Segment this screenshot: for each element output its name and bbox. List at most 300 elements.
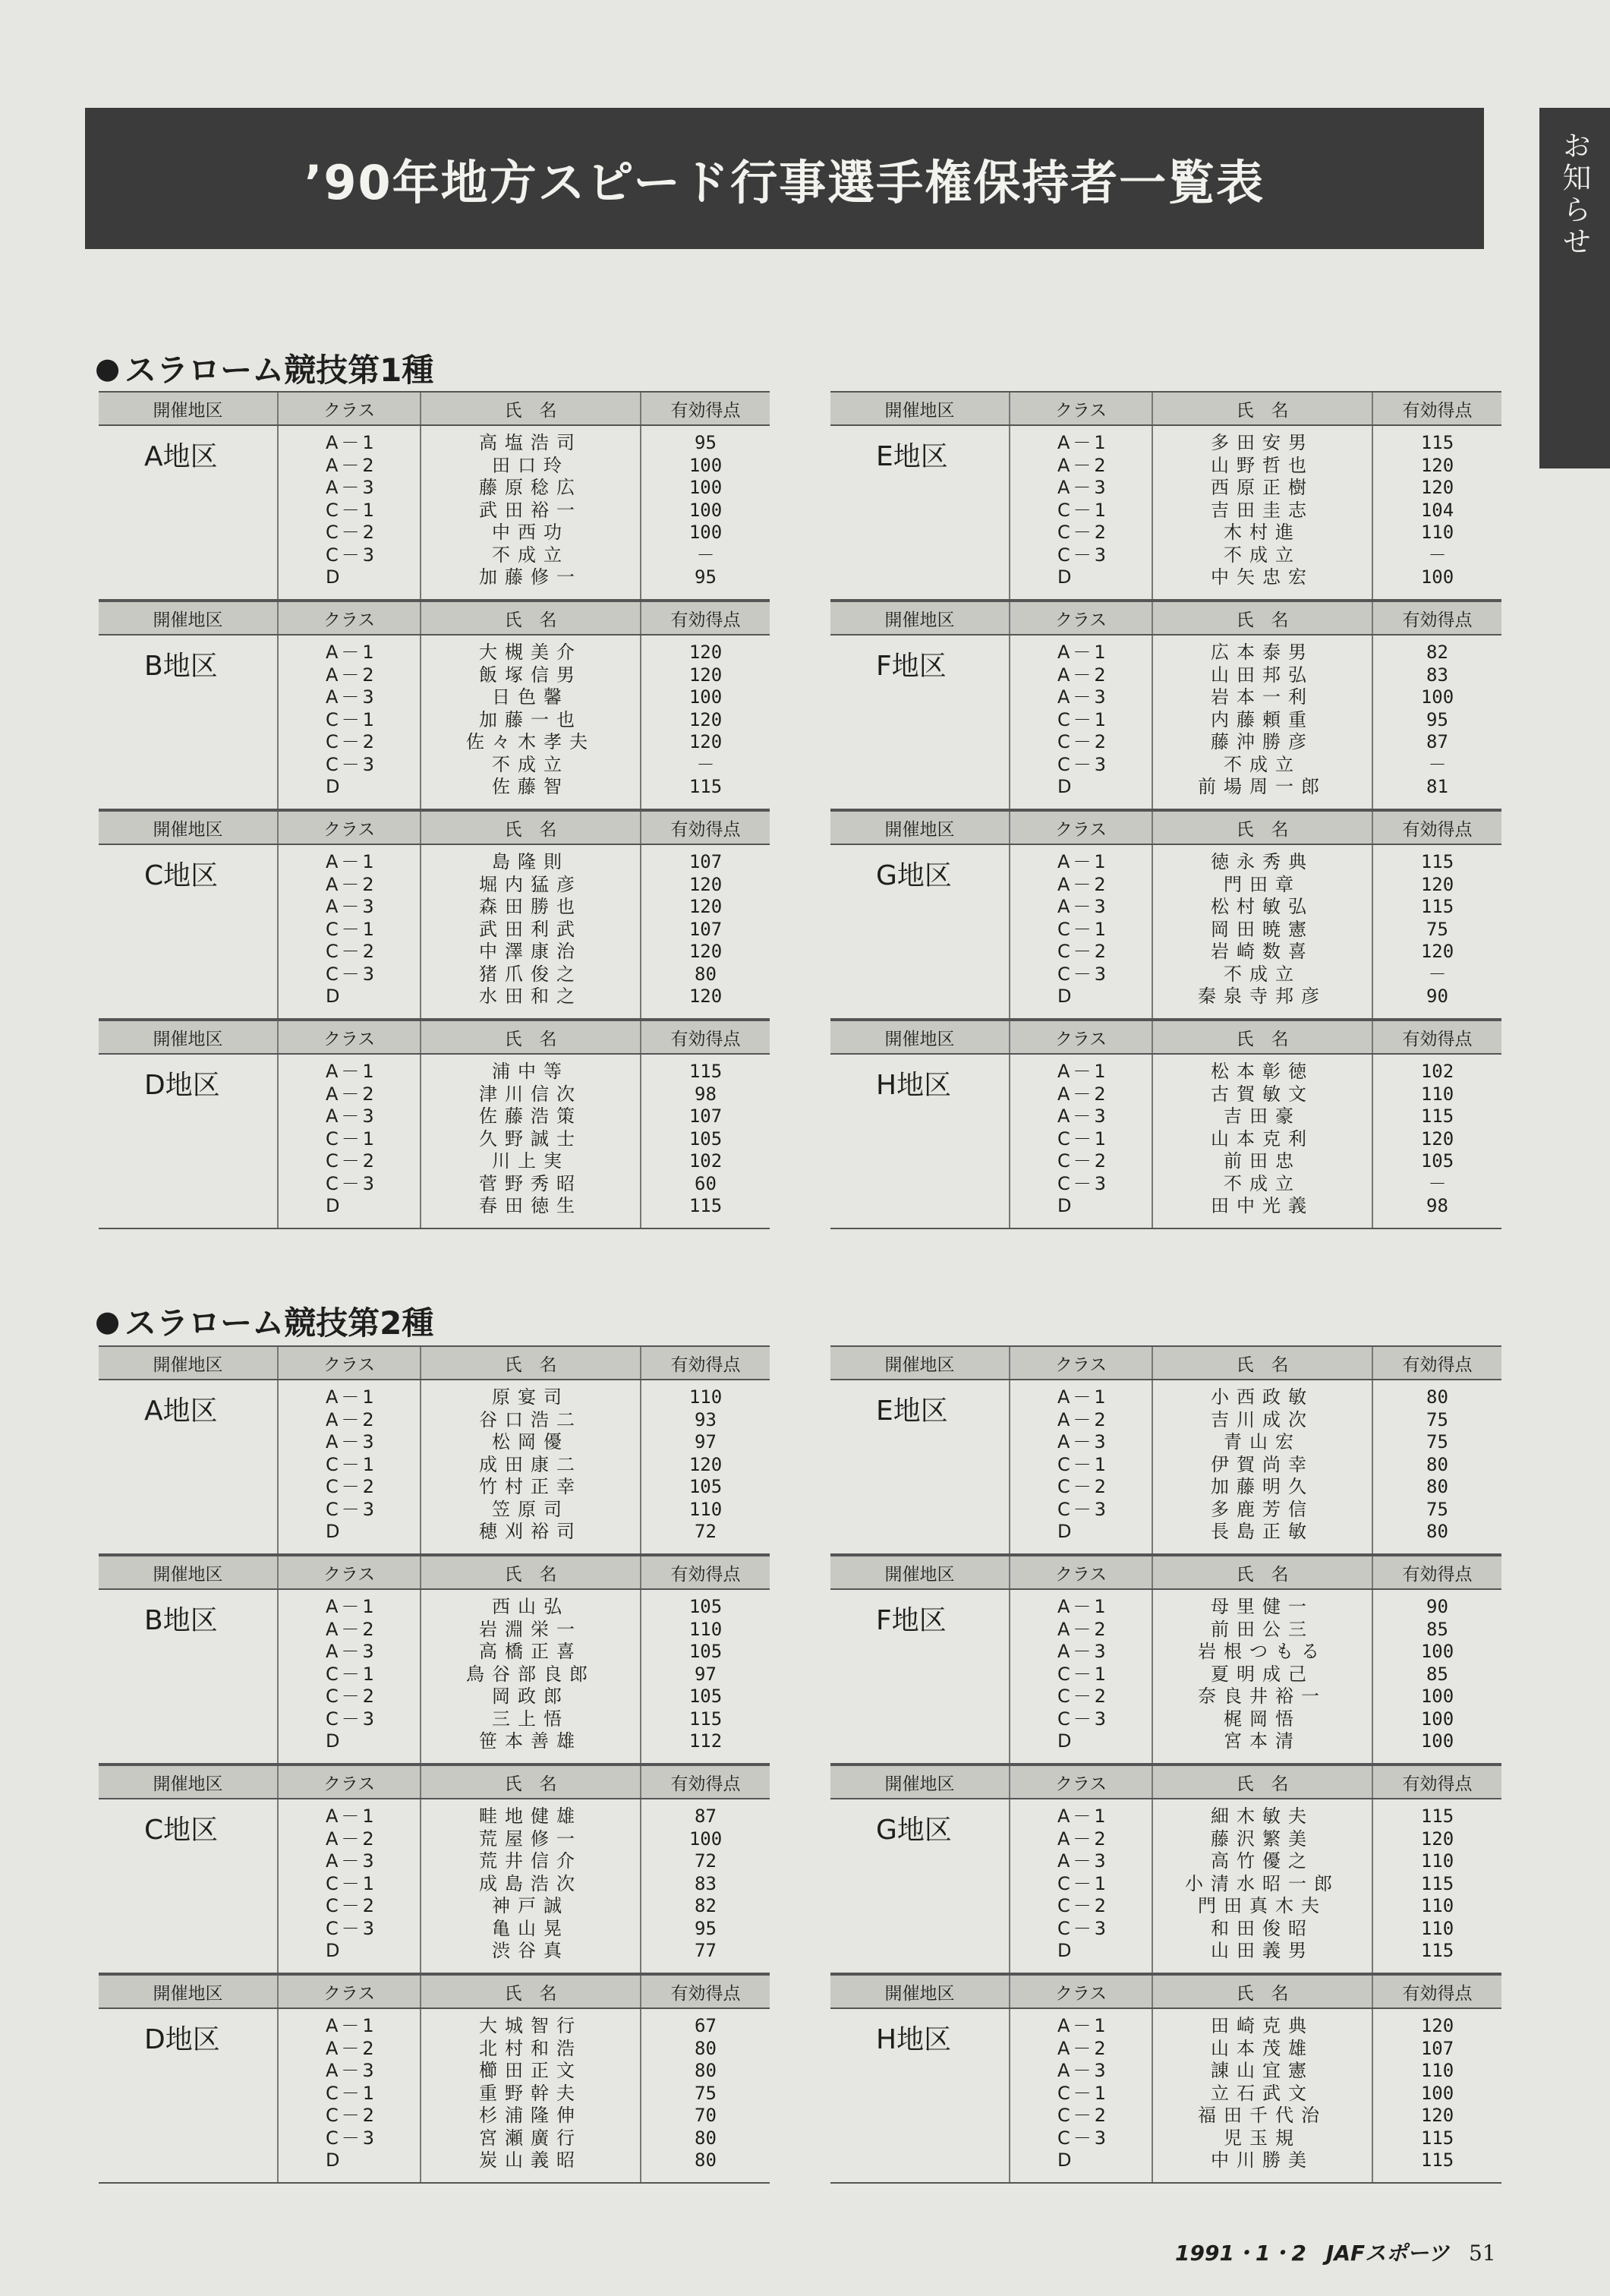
name-column [421,1055,641,1228]
table-header [99,810,770,845]
header-points: 有効得点 [1402,400,1473,421]
points-cell: 80 [695,963,717,985]
name-cell: 吉田圭志 [1211,499,1314,521]
region-name: H地区 [830,1055,1010,1228]
class-cell: C－2 [1057,522,1110,543]
header-region: 開催地区 [99,1021,279,1053]
class-cell: D [326,1940,343,1961]
class-column [1010,426,1153,599]
points-cell: 80 [1426,1476,1448,1497]
region-block [830,1020,1501,1229]
points-column [1373,636,1501,809]
points-cell: 120 [688,664,723,686]
section-title-text: スラローム競技第2種 [124,1304,434,1342]
class-cell: C－2 [326,2105,378,2126]
points-cell: 110 [688,1618,723,1640]
points-cell: 120 [688,896,723,917]
table-header [830,601,1501,636]
points-cell: 72 [695,1850,717,1872]
table-body [99,2009,770,2182]
points-cell: 120 [688,642,723,663]
class-cell: C－1 [1057,708,1110,730]
points-cell: 120 [1420,2015,1454,2036]
region-name: E地区 [830,1380,1010,1553]
class-cell: C－3 [1057,1708,1110,1730]
points-cell: 75 [1426,1408,1448,1430]
header-name: 氏 名 [421,1556,641,1588]
class-cell: A－2 [326,1828,377,1850]
section-title-text: スラローム競技第1種 [124,352,434,389]
name-cell: 笠原司 [492,1498,569,1520]
header-class: クラス [1010,1021,1153,1053]
name-cell: 原宴司 [492,1386,569,1408]
class-column [279,845,421,1018]
points-cell: 60 [695,1172,717,1194]
points-cell: 70 [695,2105,717,2126]
name-cell: 西原正樹 [1211,477,1314,498]
name-cell: 門田真木夫 [1198,1895,1327,1916]
points-cell: 107 [688,1105,723,1127]
class-cell: D [326,2149,343,2171]
points-cell: 115 [688,1061,723,1082]
page-title: ’90年地方スピード行事選手権保持者一覧表 [304,154,1265,210]
points-cell: 98 [1426,1195,1448,1216]
table-header [99,1020,770,1055]
name-cell: 田口玲 [492,454,569,476]
name-cell: 亀山晃 [492,1917,569,1939]
class-cell: D [326,1730,343,1752]
name-cell: 荒井信介 [479,1850,582,1872]
class-cell: A－2 [1057,2037,1109,2059]
points-cell: 115 [1420,432,1454,453]
name-cell: 鳥谷部良郎 [466,1663,595,1685]
class-column [279,426,421,599]
header-name: 氏 名 [421,393,641,424]
points-cell: 105 [688,1686,723,1707]
class-cell: C－3 [1057,2127,1110,2149]
points-cell: 100 [1420,2082,1454,2104]
points-cell: 80 [695,2037,717,2059]
class-cell: C－1 [1057,1872,1110,1894]
points-column [641,2009,770,2182]
class-cell: C－1 [1057,918,1110,940]
class-cell: C－1 [1057,2082,1110,2104]
table-body [830,2009,1501,2182]
header-class: クラス [279,393,421,424]
class-cell: A－1 [326,1596,377,1617]
name-cell: 加藤明久 [1211,1476,1314,1497]
name-cell: 細木敏夫 [1211,1806,1314,1827]
name-cell: 日色馨 [492,686,569,708]
table-body [99,1380,770,1553]
name-column [421,2009,641,2182]
name-cell: 岩崎数喜 [1211,941,1314,962]
header-points: 有効得点 [1402,610,1473,630]
name-cell: 佐藤浩策 [479,1105,582,1127]
header-points: 有効得点 [1402,819,1473,840]
points-column [641,1590,770,1763]
name-cell: 木村進 [1224,522,1301,543]
region-block [830,1765,1501,1974]
points-cell: 87 [695,1806,717,1827]
points-cell: 100 [1420,1708,1454,1730]
region-block [830,391,1501,601]
class-cell: C－1 [326,499,378,521]
points-column [641,1799,770,1973]
class-column [279,1055,421,1228]
bullet-icon: ● [95,1304,121,1338]
header-class: クラス [1010,1766,1153,1798]
section-1-left-table [99,391,770,1229]
class-cell: C－3 [326,2127,378,2149]
name-cell: 不成立 [492,753,569,775]
name-column [1153,636,1373,809]
points-column [641,426,770,599]
name-cell: 荒屋修一 [479,1828,582,1850]
name-cell: 田中光義 [1211,1195,1314,1216]
header-name: 氏 名 [1153,1556,1373,1588]
points-cell: 120 [688,731,723,752]
table-body [99,1799,770,1973]
table-header [99,1974,770,2009]
class-cell: C－3 [326,544,378,566]
class-cell: C－1 [326,1453,378,1475]
points-cell: 120 [1420,477,1454,498]
points-cell: 105 [688,1596,723,1617]
points-cell: 72 [695,1521,717,1542]
name-cell: 山本克利 [1211,1128,1314,1150]
points-cell: － [1428,544,1447,566]
points-cell: 120 [1420,454,1454,476]
points-cell: 105 [688,1476,723,1497]
header-name: 氏 名 [421,1976,641,2007]
points-cell: 75 [695,2082,717,2104]
class-cell: C－3 [1057,963,1110,985]
header-name: 氏 名 [421,1021,641,1053]
region-name: F地区 [830,636,1010,809]
points-cell: 115 [688,1195,723,1216]
class-cell: A－1 [326,1386,377,1408]
points-cell: 95 [695,1917,717,1939]
table-header [830,1345,1501,1380]
name-column [1153,845,1373,1018]
points-cell: 102 [1420,1061,1454,1082]
region-block [99,1345,770,1555]
name-column [1153,1055,1373,1228]
name-cell: 前田公三 [1211,1618,1314,1640]
name-cell: 岡政郎 [492,1686,569,1707]
header-region: 開催地区 [830,812,1010,844]
points-cell: 100 [688,477,723,498]
header-points: 有効得点 [670,400,741,421]
name-cell: 竹村正幸 [479,1476,582,1497]
header-class: クラス [1010,1556,1153,1588]
class-cell: A－1 [326,642,377,663]
name-cell: 多田安男 [1211,432,1314,453]
table-body [99,636,770,809]
header-region: 開催地区 [830,393,1010,424]
name-column [1153,426,1373,599]
name-cell: 松岡優 [492,1431,569,1452]
points-cell: 110 [1420,1850,1454,1872]
header-region: 開催地区 [830,1347,1010,1379]
header-name: 氏 名 [421,812,641,844]
header-class: クラス [1010,1347,1153,1379]
region-name: F地区 [830,1590,1010,1763]
table-header [830,1765,1501,1799]
name-cell: 内藤頼重 [1211,708,1314,730]
points-cell: 120 [1420,1828,1454,1850]
points-cell: 102 [688,1150,723,1172]
points-cell: 83 [695,1872,717,1894]
points-column [1373,1799,1501,1973]
class-cell: A－3 [326,1641,377,1662]
class-cell: D [326,1195,343,1216]
name-cell: 島隆則 [492,851,569,872]
name-cell: 山野哲也 [1211,454,1314,476]
points-cell: 98 [695,1083,717,1105]
points-cell: 105 [688,1641,723,1662]
class-cell: C－2 [326,731,378,752]
name-cell: 吉田豪 [1224,1105,1301,1127]
name-cell: 渋谷真 [492,1940,569,1961]
header-name: 氏 名 [1153,812,1373,844]
name-cell: 不成立 [1224,544,1301,566]
table-header [830,810,1501,845]
name-cell: 不成立 [1224,753,1301,775]
points-cell: － [696,544,715,566]
class-cell: D [1057,986,1075,1007]
class-cell: C－3 [326,963,378,985]
name-cell: 浦中等 [492,1061,569,1082]
section-2-right-table [830,1345,1501,2184]
class-cell: A－2 [1057,454,1109,476]
page-footer [1175,2237,1496,2267]
class-cell: C－1 [1057,499,1110,521]
issue-date: 1991・1・2 [1175,2241,1306,2266]
table-body [830,1590,1501,1763]
name-cell: 猪爪俊之 [479,963,582,985]
header-class: クラス [279,1976,421,2007]
table-header [830,1020,1501,1055]
name-cell: 加藤修一 [479,566,582,588]
table-body [830,426,1501,599]
class-cell: C－3 [1057,753,1110,775]
points-cell: 80 [1426,1453,1448,1475]
class-cell: A－1 [1057,851,1109,872]
points-cell: 100 [688,1828,723,1850]
points-column [641,845,770,1018]
header-points: 有効得点 [1402,1029,1473,1049]
points-cell: 85 [1426,1618,1448,1640]
name-cell: 宮本清 [1224,1730,1301,1752]
points-cell: 115 [1420,1872,1454,1894]
side-tab [1539,108,1610,468]
points-cell: 110 [1420,1895,1454,1916]
name-cell: 諌山宜憲 [1211,2060,1314,2081]
name-column [1153,1590,1373,1763]
points-cell: 120 [1420,941,1454,962]
name-cell: 成田康二 [479,1453,582,1475]
name-cell: 秦泉寺邦彦 [1198,986,1327,1007]
name-cell: 青山宏 [1224,1431,1301,1452]
class-cell: A－3 [1057,1641,1109,1662]
points-column [641,1055,770,1228]
section-title-2 [95,1298,433,1344]
magazine-name: JAFスポーツ [1325,2241,1450,2266]
header-region: 開催地区 [99,1556,279,1588]
class-cell: A－3 [1057,896,1109,917]
name-cell: 児玉規 [1224,2127,1301,2149]
name-cell: 藤沖勝彦 [1211,731,1314,752]
class-cell: C－1 [1057,1663,1110,1685]
header-name: 氏 名 [421,1766,641,1798]
class-column [1010,1799,1153,1973]
region-name: A地区 [99,1380,279,1553]
name-cell: 谷口浩二 [479,1408,582,1430]
header-region: 開催地区 [830,1766,1010,1798]
header-class: クラス [279,1021,421,1053]
points-cell: 115 [1420,851,1454,872]
class-cell: A－3 [326,896,377,917]
side-tab-label: お知らせ [1558,131,1591,258]
table-header [830,1555,1501,1590]
class-cell: C－3 [1057,1917,1110,1939]
name-cell: 水田和之 [479,986,582,1007]
name-column [1153,1380,1373,1553]
name-column [421,1380,641,1553]
class-cell: D [326,986,343,1007]
header-points: 有効得点 [1402,1355,1473,1375]
header-name: 氏 名 [421,602,641,634]
region-name: H地区 [830,2009,1010,2182]
name-cell: 長島正敏 [1211,1521,1314,1542]
points-cell: 115 [1420,896,1454,917]
points-cell: 97 [695,1663,717,1685]
name-cell: 菅野秀昭 [479,1172,582,1194]
class-cell: A－3 [326,1431,377,1452]
points-cell: 120 [1420,873,1454,895]
class-cell: A－1 [1057,1061,1109,1082]
points-cell: － [1428,1172,1447,1194]
header-name: 氏 名 [1153,1021,1373,1053]
class-cell: A－1 [326,1806,377,1827]
region-name: C地区 [99,1799,279,1973]
class-cell: A－2 [326,1618,377,1640]
name-column [421,426,641,599]
name-cell: 前田忠 [1224,1150,1301,1172]
points-cell: 100 [1420,1730,1454,1752]
name-cell: 山本茂雄 [1211,2037,1314,2059]
class-cell: C－3 [1057,544,1110,566]
name-cell: 母里健一 [1211,1596,1314,1617]
region-name: A地区 [99,426,279,599]
points-cell: 100 [1420,686,1454,708]
class-cell: A－3 [326,1105,377,1127]
points-cell: 100 [1420,1686,1454,1707]
class-cell: D [326,776,343,797]
points-column [1373,845,1501,1018]
name-cell: 夏明成己 [1211,1663,1314,1685]
class-column [279,1799,421,1973]
points-cell: 107 [688,918,723,940]
table-header [99,1345,770,1380]
header-region: 開催地区 [99,1347,279,1379]
class-column [279,1590,421,1763]
points-cell: 115 [1420,2149,1454,2171]
class-cell: C－2 [326,522,378,543]
name-cell: 加藤一也 [479,708,582,730]
points-cell: 82 [695,1895,717,1916]
points-column [1373,1590,1501,1763]
points-column [1373,1380,1501,1553]
region-block [99,601,770,810]
class-cell: A－2 [326,873,377,895]
points-cell: 120 [688,986,723,1007]
header-name: 氏 名 [1153,1976,1373,2007]
points-cell: 93 [695,1408,717,1430]
points-cell: 115 [688,1708,723,1730]
name-cell: 小西政敏 [1211,1386,1314,1408]
points-cell: 110 [688,1498,723,1520]
header-region: 開催地区 [99,812,279,844]
header-region: 開催地区 [99,393,279,424]
header-points: 有効得点 [670,1774,741,1794]
class-cell: C－3 [326,1498,378,1520]
name-cell: 森田勝也 [479,896,582,917]
header-class: クラス [1010,602,1153,634]
region-block [830,1974,1501,2184]
name-cell: 中川勝美 [1211,2149,1314,2171]
class-cell: A－1 [326,2015,377,2036]
points-cell: 100 [688,499,723,521]
class-column [1010,636,1153,809]
points-cell: 100 [688,522,723,543]
class-column [1010,1590,1153,1763]
region-block [99,391,770,601]
header-region: 開催地区 [830,1021,1010,1053]
name-cell: 杉浦隆伸 [479,2105,582,2126]
class-cell: C－3 [326,1917,378,1939]
header-points: 有効得点 [670,1983,741,2004]
class-cell: A－2 [326,2037,377,2059]
region-name: E地区 [830,426,1010,599]
name-cell: 山田義男 [1211,1940,1314,1961]
points-cell: 120 [1420,2105,1454,2126]
name-cell: 堀内猛彦 [479,873,582,895]
header-name: 氏 名 [421,1347,641,1379]
points-cell: － [1428,753,1447,775]
class-cell: D [1057,1521,1075,1542]
class-cell: D [1057,1195,1075,1216]
bullet-icon: ● [95,352,121,385]
name-cell: 古賀敏文 [1211,1083,1314,1105]
points-cell: 97 [695,1431,717,1452]
points-cell: － [1428,963,1447,985]
header-region: 開催地区 [99,1766,279,1798]
name-cell: 藤沢繁美 [1211,1828,1314,1850]
header-region: 開催地区 [830,1556,1010,1588]
table-header [830,1974,1501,2009]
points-cell: 83 [1426,664,1448,686]
class-cell: D [1057,776,1075,797]
name-cell: 和田俊昭 [1211,1917,1314,1939]
name-cell: 飯塚信男 [479,664,582,686]
region-block [99,1020,770,1229]
name-cell: 笹本善雄 [479,1730,582,1752]
points-cell: 107 [1420,2037,1454,2059]
name-cell: 田崎克典 [1211,2015,1314,2036]
